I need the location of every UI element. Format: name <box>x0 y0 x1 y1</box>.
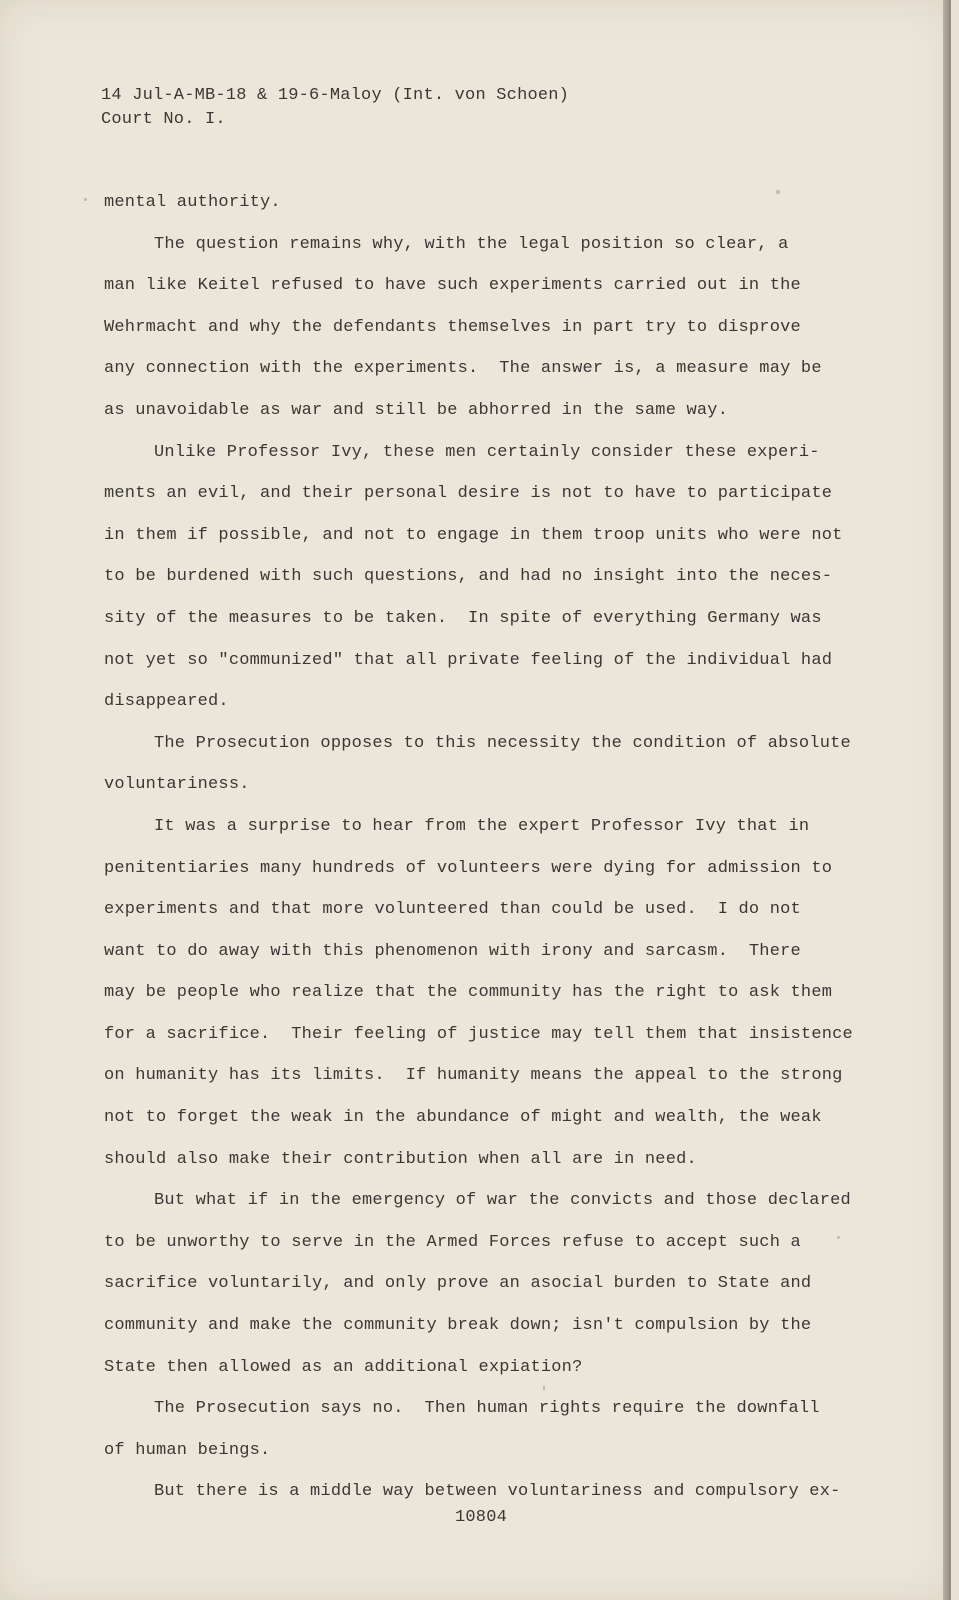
text-line: The Prosecution says no. Then human rights require the downfall <box>154 1399 820 1419</box>
text-line: any connection with the experiments. The answer is, a measure may be <box>104 359 822 379</box>
paper-speck <box>84 198 87 201</box>
text-line: mental authority. <box>104 193 281 212</box>
text-line: sacrifice voluntarily, and only prove an asocial burden to State and <box>104 1274 812 1294</box>
document-body <box>104 182 864 1513</box>
page-number: 10804 <box>455 1508 508 1527</box>
text-line: But there is a middle way between voluntariness and compulsory ex- <box>154 1482 841 1502</box>
text-line: should also make their contribution when all are in need. <box>104 1149 697 1169</box>
header-line-2: Court No. I. <box>101 110 226 129</box>
text-line: on humanity has its limits. If humanity means the appeal to the strong <box>104 1066 843 1086</box>
text-line: Unlike Professor Ivy, these men certainly consider these experi- <box>154 442 820 462</box>
text-line: not to forget the weak in the abundance of might and wealth, the weak <box>104 1108 822 1128</box>
text-line: disappeared. <box>104 692 229 712</box>
paper-speck <box>837 1236 840 1239</box>
text-line: in them if possible, and not to engage in them troop units who were not <box>104 525 843 545</box>
paper-speck <box>543 1385 545 1391</box>
text-line: ments an evil, and their personal desire is not to have to participate <box>104 484 833 504</box>
text-line: sity of the measures to be taken. In spite of everything Germany was <box>104 608 822 628</box>
header-line-1: 14 Jul-A-MB-18 & 19-6-Maloy (Int. von Schoen) <box>101 86 570 105</box>
text-line: man like Keitel refused to have such experiments carried out in the <box>104 276 801 296</box>
text-line: of human beings. <box>104 1440 271 1460</box>
text-line: as unavoidable as war and still be abhorred in the same way. <box>104 400 729 420</box>
text-line: community and make the community break down; isn't compulsion by the <box>104 1316 812 1336</box>
text-line: Wehrmacht and why the defendants themselves in part try to disprove <box>104 317 801 337</box>
page-edge <box>943 0 951 1600</box>
text-line: The question remains why, with the legal position so clear, a <box>154 234 789 254</box>
text-line: to be burdened with such questions, and had no insight into the neces- <box>104 567 833 587</box>
text-line: It was a surprise to hear from the expert Professor Ivy that in <box>154 816 810 836</box>
text-line: experiments and that more volunteered than could be used. I do not <box>104 900 801 920</box>
text-line: State then allowed as an additional expiation? <box>104 1357 583 1377</box>
document-header <box>101 84 569 132</box>
text-line: But what if in the emergency of war the convicts and those declared <box>154 1191 851 1211</box>
text-line: want to do away with this phenomenon with irony and sarcasm. There <box>104 941 801 961</box>
paper-speck <box>776 190 780 194</box>
text-line: for a sacrifice. Their feeling of justice may tell them that insistence <box>104 1024 853 1044</box>
text-line: penitentiaries many hundreds of volunteers were dying for admission to <box>104 858 833 878</box>
text-line: to be unworthy to serve in the Armed Forces refuse to accept such a <box>104 1232 801 1252</box>
text-line: The Prosecution opposes to this necessity the condition of absolute <box>154 733 851 753</box>
text-line: not yet so "communized" that all private feeling of the individual had <box>104 650 833 670</box>
text-line: voluntariness. <box>104 775 250 795</box>
text-line: may be people who realize that the community has the right to ask them <box>104 983 833 1003</box>
